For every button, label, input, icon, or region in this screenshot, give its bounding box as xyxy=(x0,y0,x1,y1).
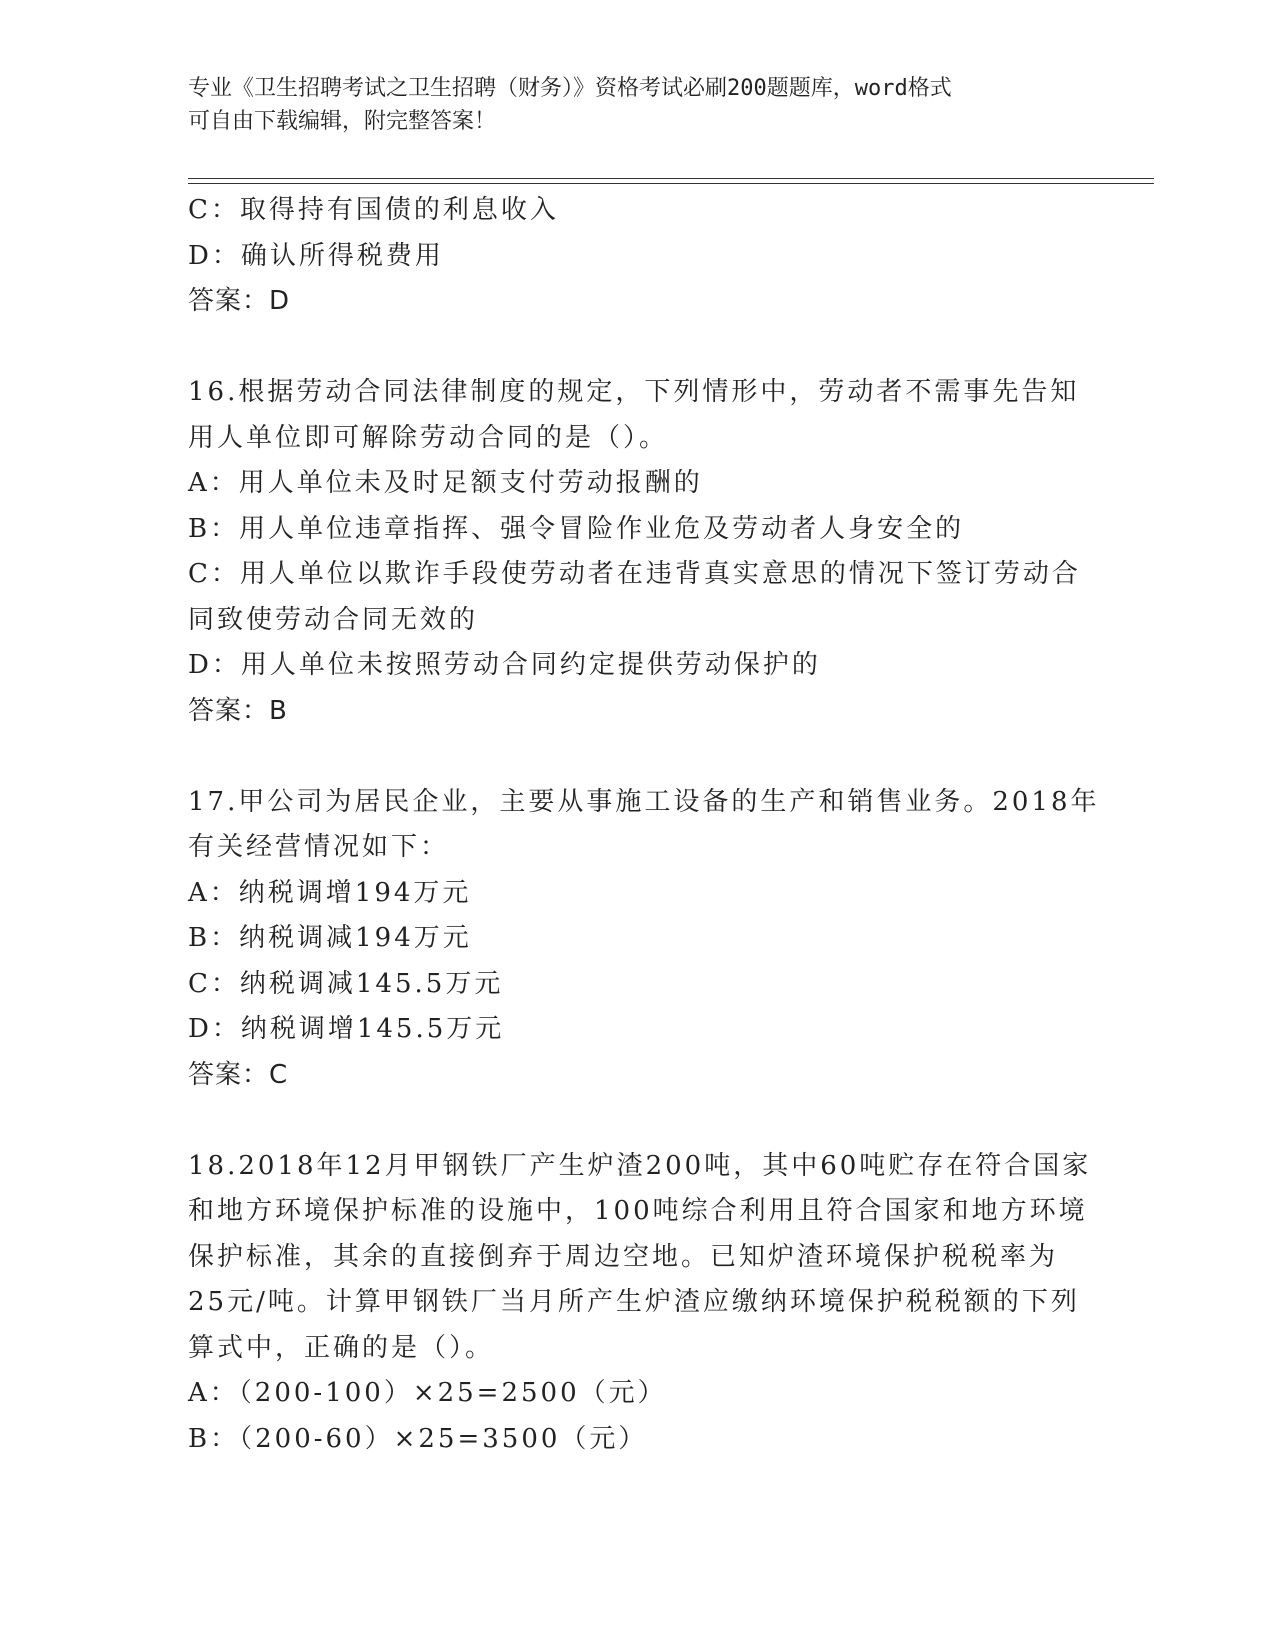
question-stem-line: 保护标准，其余的直接倒弃于周边空地。已知炉渣环境保护税税率为 xyxy=(188,1241,1059,1272)
option-a: A：（200-100）×25=2500（元） xyxy=(188,1378,667,1408)
question-16 xyxy=(188,370,1088,734)
option-d: D：确认所得税费用 xyxy=(188,240,444,271)
spacer xyxy=(188,1098,1088,1144)
question-18 xyxy=(188,1144,1092,1463)
question-stem-line: 用人单位即可解除劳动合同的是（）。 xyxy=(188,422,669,453)
option-a: A：用人单位未及时足额支付劳动报酬的 xyxy=(188,468,703,498)
answer-label: 答案：B xyxy=(188,695,288,726)
header-rule-top xyxy=(188,178,1154,179)
answer-label: 答案：D xyxy=(188,286,291,316)
question-stem-line: 18.2018年12月甲钢铁厂产生炉渣200吨，其中60吨贮存在符合国家 xyxy=(188,1150,1092,1181)
option-a: A：纳税调增194万元 xyxy=(188,877,472,908)
question-15-fragment xyxy=(188,188,1088,325)
option-c-continued: 同致使劳动合同无效的 xyxy=(188,604,479,635)
option-b: B：用人单位违章指挥、强令冒险作业危及劳动者人身安全的 xyxy=(188,513,965,544)
document-body xyxy=(188,188,1100,1462)
answer-label: 答案：C xyxy=(188,1059,289,1090)
option-c: C：纳税调减145.5万元 xyxy=(188,968,504,999)
question-stem-line: 和地方环境保护标准的设施中，100吨综合利用且符合国家和地方环境 xyxy=(188,1196,1088,1226)
question-stem-line: 有关经营情况如下： xyxy=(188,832,450,862)
question-stem-line: 算式中，正确的是（）。 xyxy=(188,1332,495,1363)
option-b: B：纳税调减194万元 xyxy=(188,923,472,953)
question-stem-line: 16.根据劳动合同法律制度的规定，下列情形中，劳动者不需事先告知 xyxy=(188,377,1080,407)
option-d: D：用人单位未按照劳动合同约定提供劳动保护的 xyxy=(188,650,821,680)
question-stem-line: 17.甲公司为居民企业，主要从事施工设备的生产和销售业务。2018年 xyxy=(188,786,1100,817)
question-17 xyxy=(188,780,1100,1099)
option-b: B：（200-60）×25=3500（元） xyxy=(188,1423,648,1454)
spacer xyxy=(188,734,1088,780)
header-line-1: 专业《卫生招聘考试之卫生招聘（财务）》资格考试必刷200题题库，word格式 xyxy=(188,76,952,101)
header-line-2: 可自由下载编辑，附完整答案！ xyxy=(188,109,497,134)
document-header xyxy=(188,72,1088,138)
question-stem-line: 25元/吨。计算甲钢铁厂当月所产生炉渣应缴纳环境保护税税额的下列 xyxy=(188,1287,1080,1317)
option-c: C：取得持有国债的利息收入 xyxy=(188,195,559,225)
spacer xyxy=(188,325,1088,371)
option-c: C：用人单位以欺诈手段使劳动者在违背真实意思的情况下签订劳动合 xyxy=(188,559,1081,589)
option-d: D：纳税调增145.5万元 xyxy=(188,1014,505,1044)
header-rule-bottom xyxy=(188,183,1154,184)
